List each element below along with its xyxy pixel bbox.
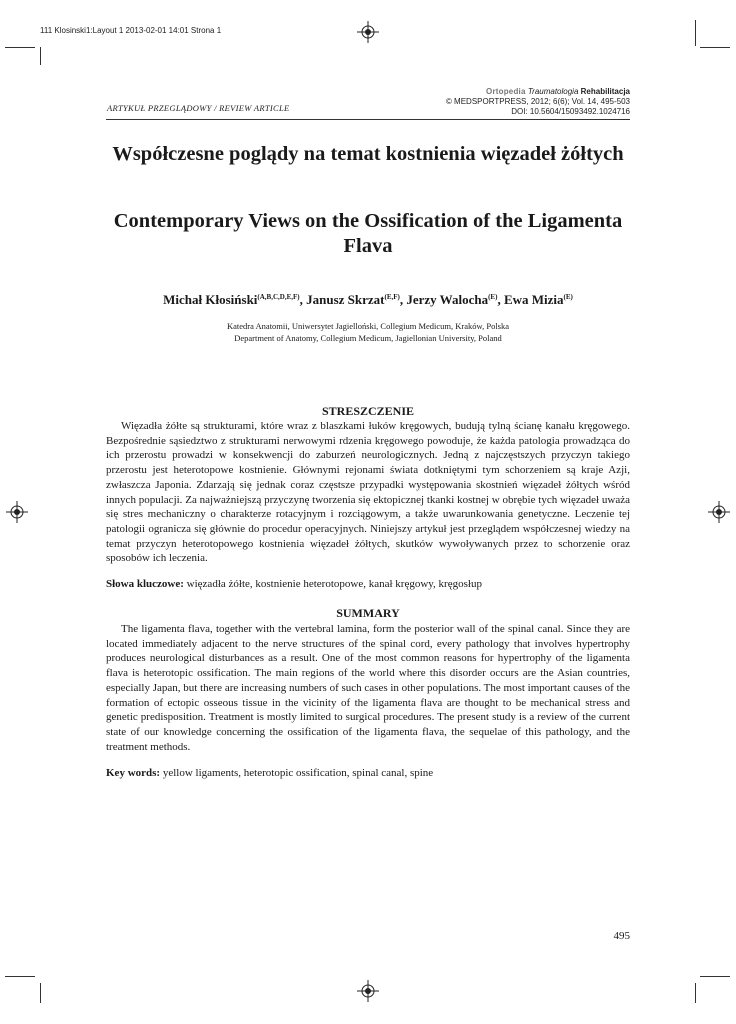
- author-separator: ,: [497, 292, 504, 307]
- page-number: 495: [613, 930, 630, 942]
- author-name: Michał Kłosiński: [163, 292, 258, 307]
- abstract-text-english: The ligamenta flava, together with the vertebral lamina, form the posterior wall of the spinal canal. Since they are located immediately adjacent to the nerve structures of the spinal cord, every pathology that involves hypertrophy produces neurological disturbances as a result. One of the most common reasons for hypertrophy of the ligamenta flava is heterotopic ossification. The main regions of the world where this disorder occurs are the Asian countries, especially Japan, but there are increasing numbers of such cases in other populations. The most important causes of the formation of ectopic osseous tissue in the vicinity of the ligamenta flava are thought to be mechanical stress and genetic predisposition. Treatment is mostly limited to surgical procedures. The present study is a review of the current state of our knowledge concerning the ossification of the ligamenta flava, the sequelae of this pathology, and the treatment methods.: [106, 623, 630, 753]
- author-contribution: (E,F): [384, 293, 400, 301]
- crop-mark: [700, 47, 730, 48]
- registration-mark-icon: [6, 501, 28, 523]
- abstract-text-polish: Więzadła żółte są strukturami, które wraz z blaszkami łuków kręgowych, budują tylną ścianę kanału kręgowego. Bezpośrednie sąsiedztwo z strukturami nerwowymi rdzenia kręgowego powoduje, że każda patologia prowadząca do ich przerostu prowadzi w konsekwencji do zaburzeń neurologicznych. Jedną z najczęstszych przyczyn takiego przerostu jest heterotopowe kostnienie. Głównymi rejonami świata dotkniętymi tym schorzeniem są kraje Azji, zwłaszcza Japonia. Zdarzają się jednak coraz częstsze przypadki występowania skostnień więzadeł żółtych wśród innych populacji. Za najważniejszą przyczynę tworzenia się ektopicznej tkanki kostnej w obrębie tych więzadeł uważa się stres mechaniczny o charakterze rotacyjnym i rozciągowym, a także uwarunkowania genetyczne. Leczenie tej patologii ogranicza się głównie do procedur operacyjnych. Niniejszy artykuł jest przeglądem współczesnej wiedzy na temat przyczyn heterotopowego kostnienia więzadeł żółtych, skutków wywoływanych przez to schorzenie oraz sposobów ich leczenia.: [106, 420, 630, 565]
- journal-doi: DOI: 10.5604/15093492.1024716: [511, 107, 630, 116]
- registration-mark-icon: [708, 501, 730, 523]
- crop-mark: [40, 983, 41, 1003]
- journal-copyright: © MEDSPORTPRESS, 2012; 6(6); Vol. 14, 495-503: [445, 97, 630, 106]
- crop-mark: [695, 20, 696, 46]
- keywords-english: [106, 766, 630, 780]
- crop-mark: [5, 976, 35, 977]
- keywords-text: więzadła żółte, kostnienie heterotopowe, kanał kręgowy, kręgosłup: [183, 578, 482, 590]
- author-separator: ,: [299, 292, 307, 307]
- abstract-heading-english: SUMMARY: [336, 606, 400, 620]
- keywords-text: yellow ligaments, heterotopic ossification, spinal canal, spine: [160, 767, 434, 779]
- affiliation-english: Department of Anatomy, Collegium Medicum, Jagiellonian University, Poland: [234, 332, 502, 343]
- print-slug: 111 Klosinski1:Layout 1 2013-02-01 14:01 Strona 1: [40, 26, 222, 35]
- abstract-heading-polish: STRESZCZENIE: [321, 404, 415, 418]
- keywords-polish: [106, 577, 630, 591]
- title-polish: Współczesne poglądy na temat kostnienia więzadeł żółtych: [112, 143, 624, 165]
- author-contribution: (E): [488, 293, 498, 301]
- journal-name-part: Rehabilitacja: [580, 87, 630, 96]
- keywords-label: Słowa kluczowe:: [106, 578, 184, 590]
- section-label: ARTYKUŁ PRZEGLĄDOWY / REVIEW ARTICLE: [107, 103, 290, 113]
- crop-mark: [40, 47, 41, 65]
- affiliation-polish: Katedra Anatomii, Uniwersytet Jagielloński, Collegium Medicum, Kraków, Polska: [226, 321, 510, 331]
- header-rule: [106, 119, 630, 120]
- author-contribution: (E): [563, 293, 573, 301]
- journal-name-part: Traumatologia: [527, 87, 579, 96]
- keywords-label: Key words:: [106, 767, 161, 779]
- affiliation: [106, 321, 630, 344]
- crop-mark: [5, 47, 35, 48]
- author-name: Ewa Mizia: [503, 292, 564, 307]
- journal-name-part: Ortopedia: [486, 87, 526, 96]
- author-list: [106, 292, 630, 308]
- registration-mark-icon: [357, 21, 379, 43]
- crop-mark: [700, 976, 730, 977]
- title-english: Contemporary Views on the Ossification of the Ligamenta Flava: [113, 210, 623, 257]
- author-name: Janusz Skrzat: [306, 292, 385, 307]
- author-name: Jerzy Walocha: [406, 292, 489, 307]
- crop-mark: [695, 983, 696, 1003]
- registration-mark-icon: [357, 980, 379, 1002]
- author-separator: ,: [399, 292, 407, 307]
- journal-name: [446, 87, 630, 97]
- journal-header: [446, 87, 630, 117]
- author-contribution: (A,B,C,D,E,F): [257, 293, 300, 301]
